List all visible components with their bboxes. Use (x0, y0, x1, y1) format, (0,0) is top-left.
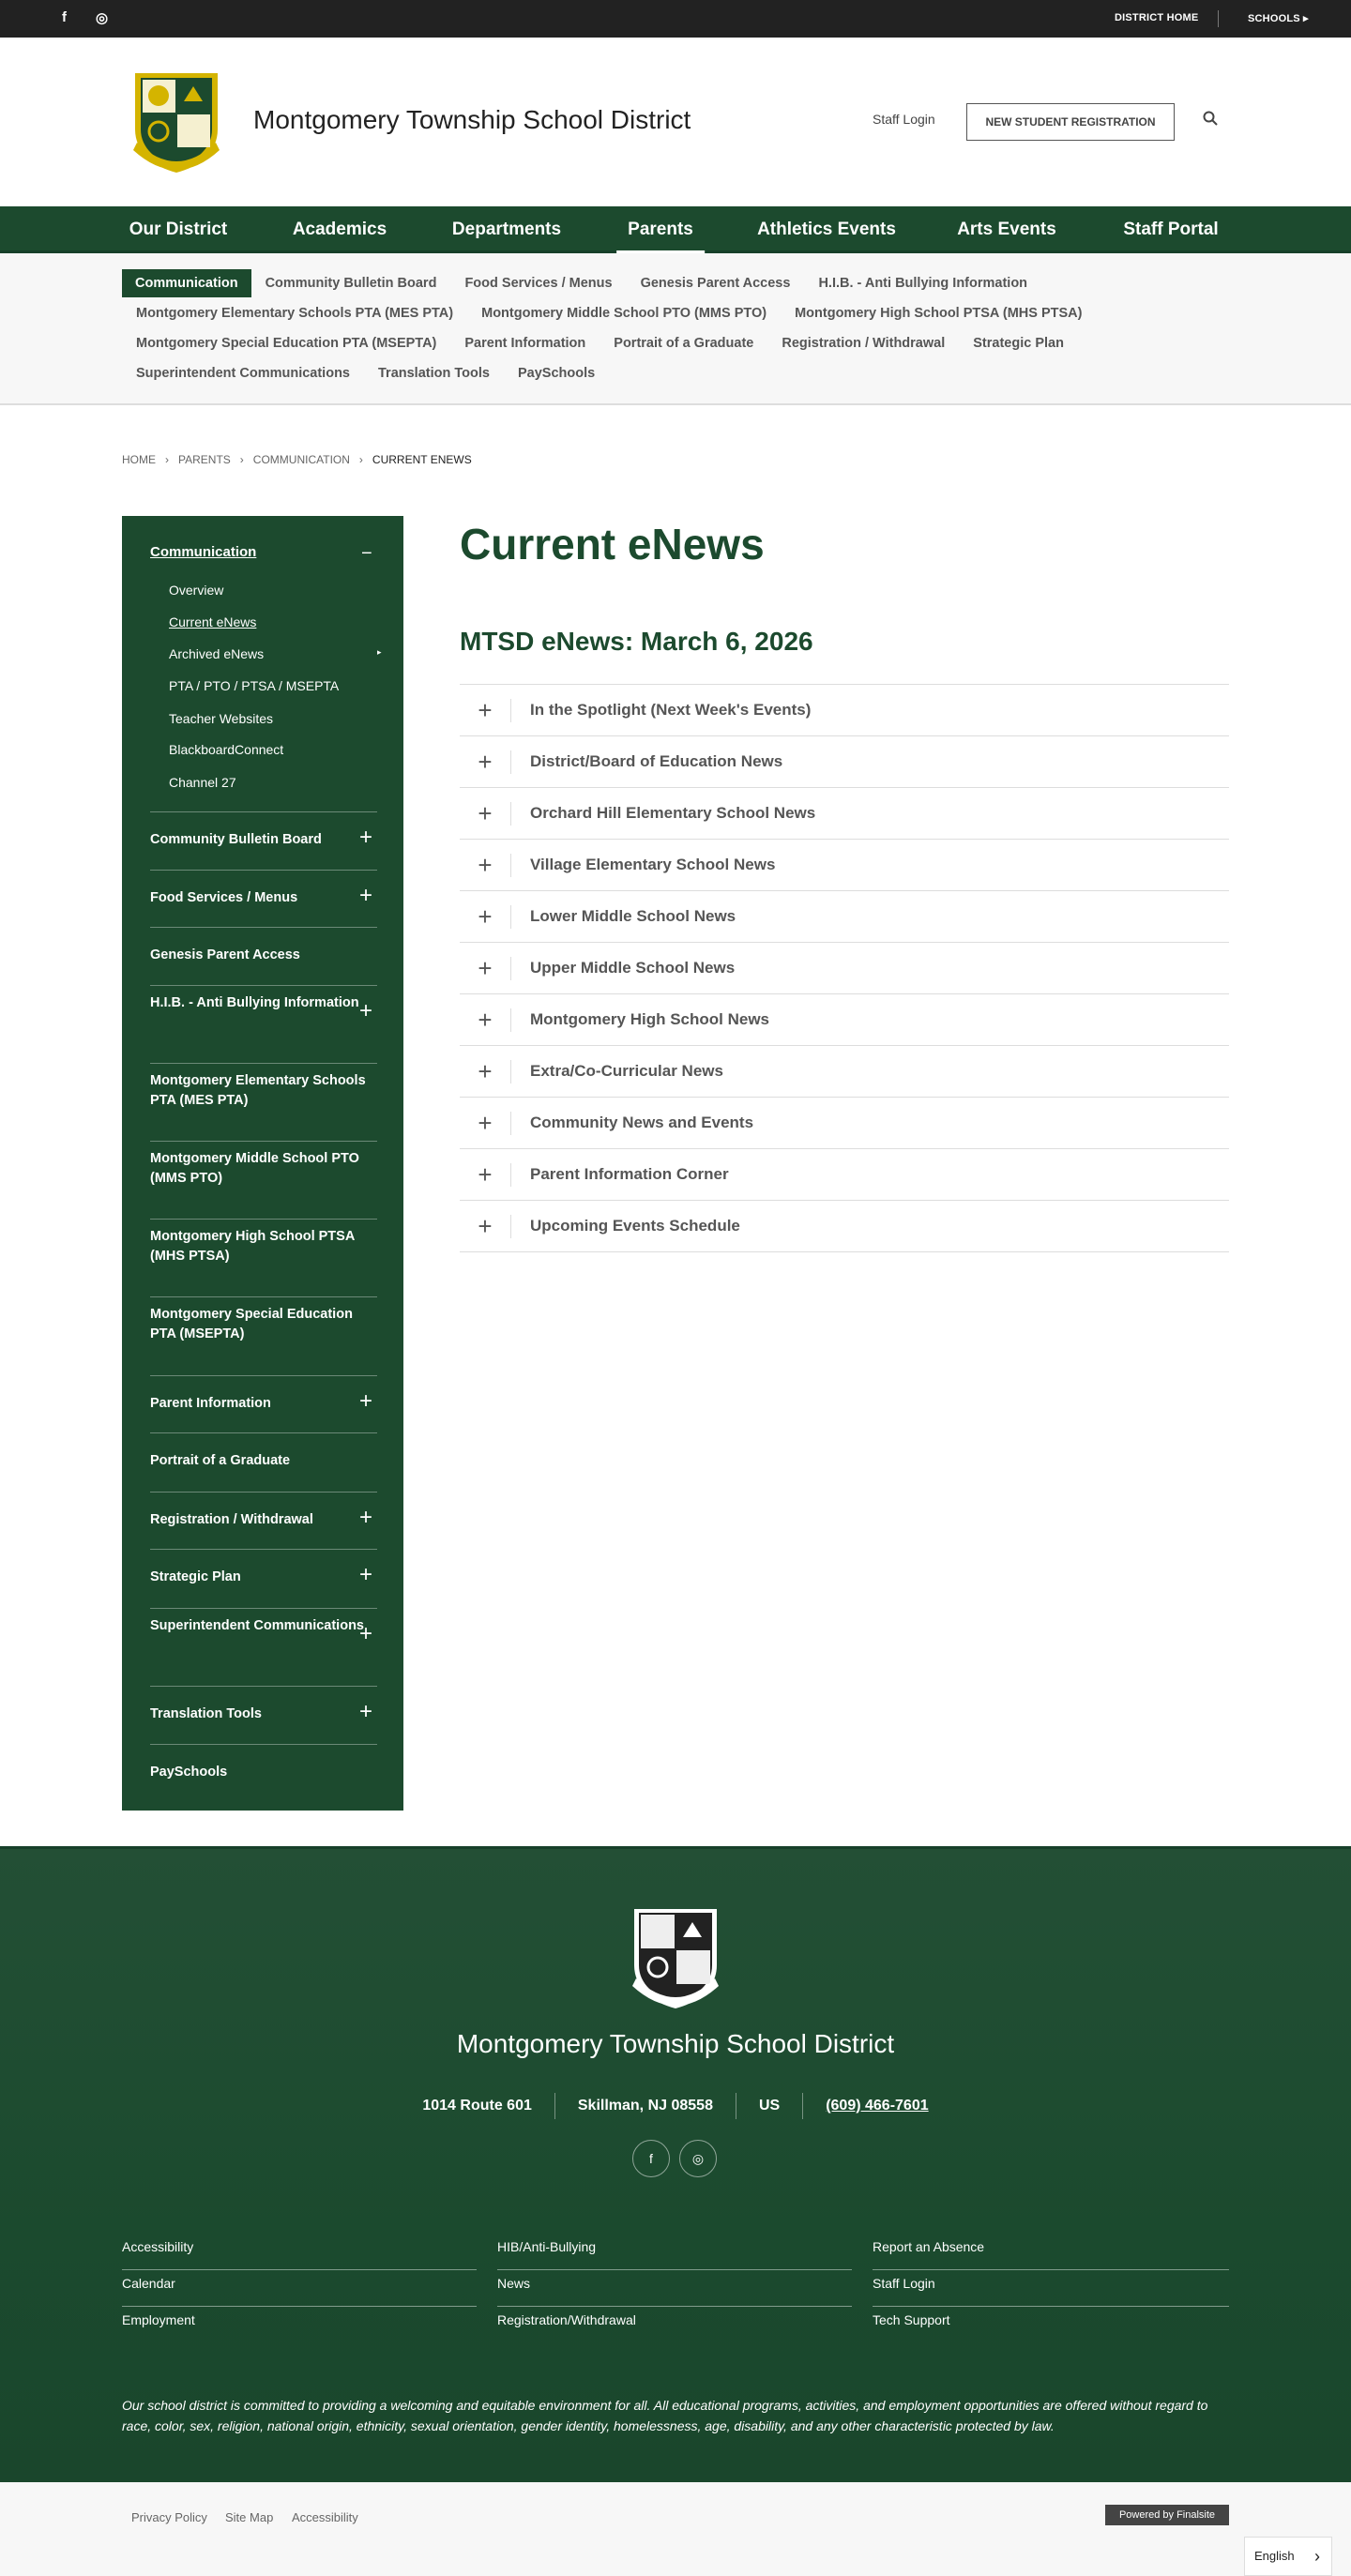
footer-link[interactable]: Accessibility (122, 2234, 477, 2270)
language-selector[interactable] (1244, 2537, 1332, 2576)
sidebar-subitem[interactable]: BlackboardConnect (169, 742, 284, 757)
accordion-item[interactable] (460, 994, 1229, 1046)
subnav-item[interactable]: Montgomery Middle School PTO (MMS PTO) (481, 306, 767, 321)
sidebar-item[interactable]: PaySchools (150, 1765, 228, 1780)
enews-accordion (460, 684, 1229, 1252)
subnav-item[interactable]: H.I.B. - Anti Bullying Information (818, 276, 1028, 291)
new-student-registration-button[interactable]: NEW STUDENT REGISTRATION (966, 103, 1175, 141)
subnav-row (122, 298, 1229, 328)
breadcrumb (122, 453, 472, 466)
subnav-item[interactable]: Montgomery High School PTSA (MHS PTSA) (795, 306, 1083, 321)
sidebar-item[interactable]: Portrait of a Graduate (150, 1453, 291, 1468)
phone-link[interactable]: (609) 466-7601 (802, 2093, 950, 2119)
accordion-item[interactable] (460, 943, 1229, 994)
expand-plus-icon[interactable]: + (359, 883, 373, 908)
sidebar-item[interactable]: Montgomery Middle School PTO (MMS PTO) (150, 1151, 359, 1186)
expand-plus-icon[interactable]: + (359, 1505, 373, 1530)
subnav-item[interactable]: Food Services / Menus (464, 276, 613, 291)
footer-link-column (873, 2234, 1229, 2343)
chevron-right-icon: › (1314, 2547, 1320, 2566)
nav-item-academics[interactable]: Academics (292, 220, 387, 239)
schools-dropdown[interactable]: SCHOOLS ▸ (1248, 13, 1309, 24)
sidebar-item[interactable]: Montgomery Special Education PTA (MSEPTA) (150, 1307, 353, 1341)
site-footer (0, 1846, 1351, 2482)
accordion-label[interactable]: Orchard Hill Elementary School News (530, 804, 816, 822)
bottom-bar (0, 2482, 1351, 2576)
collapse-icon[interactable]: − (361, 543, 372, 564)
subnav-row (122, 328, 1229, 358)
expand-plus-icon[interactable]: + (359, 998, 373, 1023)
accordion-label[interactable]: Lower Middle School News (530, 907, 736, 925)
footer-link[interactable]: Tech Support (873, 2312, 950, 2327)
plus-icon[interactable]: + (460, 1163, 511, 1187)
plus-icon[interactable]: + (460, 1060, 511, 1083)
sidebar-item[interactable]: Food Services / Menus (150, 890, 298, 905)
footer-title: Montgomery Township School District (456, 2029, 895, 2058)
sidebar-item[interactable]: Registration / Withdrawal (150, 1512, 313, 1527)
accordion-item[interactable] (460, 736, 1229, 788)
sidebar-item[interactable]: Strategic Plan (150, 1569, 241, 1584)
subnav-item[interactable]: Genesis Parent Access (640, 276, 791, 291)
subnav-item[interactable]: PaySchools (517, 366, 596, 381)
divider (150, 1608, 377, 1609)
accordion-label[interactable]: Village Elementary School News (530, 856, 776, 873)
district-home-link[interactable]: DISTRICT HOME (1115, 12, 1199, 23)
sidebar-item[interactable]: H.I.B. - Anti Bullying Information (150, 995, 359, 1010)
caret-right-icon[interactable]: ▸ (377, 647, 382, 657)
subnav-item[interactable]: Communication (122, 269, 251, 297)
plus-icon[interactable]: + (460, 854, 511, 877)
search-icon[interactable] (1203, 111, 1218, 130)
divider (150, 1063, 377, 1064)
chevron-right-icon: › (358, 453, 363, 466)
sidebar-subitem[interactable]: PTA / PTO / PTSA / MSEPTA (169, 678, 340, 693)
instagram-icon[interactable]: ◎ (96, 10, 109, 26)
plus-icon[interactable]: + (460, 802, 511, 826)
sidebar-item[interactable]: Superintendent Communications (150, 1618, 364, 1633)
accordion-label[interactable]: Extra/Co-Curricular News (530, 1062, 723, 1080)
country: US (736, 2093, 802, 2119)
expand-plus-icon[interactable]: + (359, 1621, 373, 1646)
sidebar-item[interactable]: Translation Tools (150, 1706, 262, 1721)
accordion-item[interactable] (460, 1149, 1229, 1201)
accordion-item[interactable] (460, 891, 1229, 943)
footer-link[interactable]: News (497, 2270, 852, 2307)
accordion-label[interactable]: Parent Information Corner (530, 1165, 729, 1183)
plus-icon[interactable]: + (460, 957, 511, 980)
breadcrumb-item[interactable]: COMMUNICATION (252, 453, 350, 466)
sidebar-item[interactable]: Montgomery Elementary Schools PTA (MES PTA) (150, 1073, 366, 1108)
sidebar-subitem[interactable]: Channel 27 (169, 775, 236, 790)
chevron-right-icon: › (165, 453, 169, 466)
breadcrumb-item: CURRENT ENEWS (372, 453, 472, 466)
nav-item-our-district[interactable]: Our District (129, 220, 228, 239)
footer-link[interactable]: HIB/Anti-Bullying (497, 2234, 852, 2270)
sidebar-subitem[interactable]: Current eNews (169, 614, 257, 629)
divider (150, 927, 377, 928)
nav-item-departments[interactable]: Departments (451, 220, 562, 239)
plus-icon[interactable]: + (460, 750, 511, 774)
expand-plus-icon[interactable]: + (359, 1562, 373, 1587)
sidebar-item[interactable]: Community Bulletin Board (150, 832, 322, 847)
site-title[interactable]: Montgomery Township School District (253, 105, 691, 134)
nav-item-athletics-events[interactable]: Athletics Events (757, 220, 896, 239)
accordion-label[interactable]: Upper Middle School News (530, 959, 736, 977)
city-state-zip: Skillman, NJ 08558 (554, 2093, 736, 2119)
divider (150, 1686, 377, 1687)
sidebar-item[interactable]: Parent Information (150, 1396, 271, 1411)
sidebar-subitem[interactable]: Overview (169, 583, 224, 598)
accordion-label[interactable]: District/Board of Education News (530, 752, 783, 770)
accordion-label[interactable]: In the Spotlight (Next Week's Events) (530, 701, 812, 719)
accordion-item[interactable] (460, 1201, 1229, 1252)
site-map-link[interactable]: Site Map (225, 2510, 274, 2524)
footer-link-column (122, 2234, 477, 2343)
footer-link[interactable]: Calendar (122, 2270, 477, 2307)
street-address: 1014 Route 601 (422, 2098, 532, 2114)
footer-facebook-icon[interactable]: f (632, 2140, 670, 2177)
expand-plus-icon[interactable]: + (359, 1699, 373, 1724)
sub-navigation (0, 253, 1351, 405)
nav-item-parents[interactable]: Parents (628, 220, 693, 239)
facebook-icon[interactable]: f (62, 9, 67, 25)
district-logo[interactable] (129, 69, 223, 174)
accordion-item[interactable] (460, 1098, 1229, 1149)
main-navigation (0, 206, 1351, 253)
accordion-label[interactable]: Community News and Events (530, 1114, 754, 1131)
divider (150, 1219, 377, 1220)
expand-plus-icon[interactable]: + (359, 825, 373, 850)
subnav-item[interactable]: Montgomery Special Education PTA (MSEPTA) (136, 336, 437, 351)
divider (150, 1492, 377, 1493)
non-discrimination-statement: Our school district is committed to providing a welcoming and equitable environment for all. All educational programs, activities, and employment opportunities are offered without regard to race, color, sex, religion, national origin, ethnicity, sexual orientation, gender identity, homelessness, age, disability, and any other characteristic protected by law. (122, 2398, 1208, 2433)
subnav-item[interactable]: Registration / Withdrawal (782, 336, 946, 351)
breadcrumb-item[interactable]: HOME (122, 453, 156, 466)
chevron-right-icon: › (239, 453, 244, 466)
plus-icon[interactable]: + (460, 1008, 511, 1032)
footer-link-column (497, 2234, 852, 2343)
divider (150, 1296, 377, 1297)
footer-address (0, 2093, 1351, 2119)
footer-link[interactable]: Registration/Withdrawal (497, 2312, 636, 2327)
plus-icon[interactable]: + (460, 1215, 511, 1238)
footer-instagram-icon[interactable]: ◎ (679, 2140, 717, 2177)
accessibility-link[interactable]: Accessibility (292, 2510, 358, 2524)
staff-login-link[interactable]: Staff Login (873, 112, 935, 127)
language-label: English (1254, 2549, 1295, 2563)
accordion-item[interactable] (460, 788, 1229, 840)
nav-item-staff-portal[interactable]: Staff Portal (1123, 220, 1219, 239)
footer-link[interactable]: Report an Absence (873, 2234, 1229, 2270)
sidebar-subitem[interactable]: Archived eNews (169, 646, 265, 661)
footer-logo (629, 1905, 722, 2015)
divider (150, 811, 377, 812)
divider (1218, 10, 1219, 27)
sidebar-nav (122, 516, 403, 1811)
plus-icon[interactable]: + (460, 1112, 511, 1135)
nav-item-arts-events[interactable]: Arts Events (957, 220, 1056, 239)
subnav-item[interactable]: Montgomery Elementary Schools PTA (MES PTA) (136, 306, 454, 321)
enews-heading: MTSD eNews: March 6, 2026 (460, 627, 813, 656)
accordion-item[interactable] (460, 685, 1229, 736)
sidebar-item[interactable]: Montgomery High School PTSA (MHS PTSA) (150, 1229, 355, 1264)
accordion-label[interactable]: Upcoming Events Schedule (530, 1217, 740, 1235)
top-utility-bar (0, 0, 1351, 38)
plus-icon[interactable]: + (460, 699, 511, 722)
plus-icon[interactable]: + (460, 905, 511, 929)
subnav-item[interactable]: Parent Information (464, 336, 586, 351)
subnav-item[interactable]: Community Bulletin Board (265, 276, 437, 291)
subnav-row (122, 358, 1229, 388)
accordion-item[interactable] (460, 1046, 1229, 1098)
subnav-item[interactable]: Superintendent Communications (136, 366, 350, 381)
accordion-item[interactable] (460, 840, 1229, 891)
subnav-item[interactable]: Translation Tools (378, 366, 490, 381)
powered-by-finalsite-badge[interactable]: Powered by Finalsite (1105, 2505, 1229, 2525)
divider (150, 1744, 377, 1745)
page-title: Current eNews (460, 520, 765, 568)
sidebar-item[interactable]: Genesis Parent Access (150, 947, 300, 962)
sidebar-section-communication[interactable]: Communication (150, 544, 257, 560)
sidebar-subitem[interactable]: Teacher Websites (169, 711, 274, 726)
footer-link[interactable]: Employment (122, 2312, 195, 2327)
subnav-row (122, 268, 1229, 298)
subnav-item[interactable]: Strategic Plan (973, 336, 1064, 351)
divider (150, 870, 377, 871)
divider (150, 985, 377, 986)
divider (150, 1141, 377, 1142)
divider (150, 1432, 377, 1433)
expand-plus-icon[interactable]: + (359, 1388, 373, 1414)
footer-link[interactable]: Staff Login (873, 2270, 1229, 2307)
divider (150, 1549, 377, 1550)
site-header (0, 38, 1351, 206)
divider (150, 1375, 377, 1376)
breadcrumb-item[interactable]: PARENTS (178, 453, 231, 466)
subnav-item[interactable]: Portrait of a Graduate (614, 336, 754, 351)
privacy-policy-link[interactable]: Privacy Policy (131, 2510, 207, 2524)
accordion-label[interactable]: Montgomery High School News (530, 1010, 770, 1028)
